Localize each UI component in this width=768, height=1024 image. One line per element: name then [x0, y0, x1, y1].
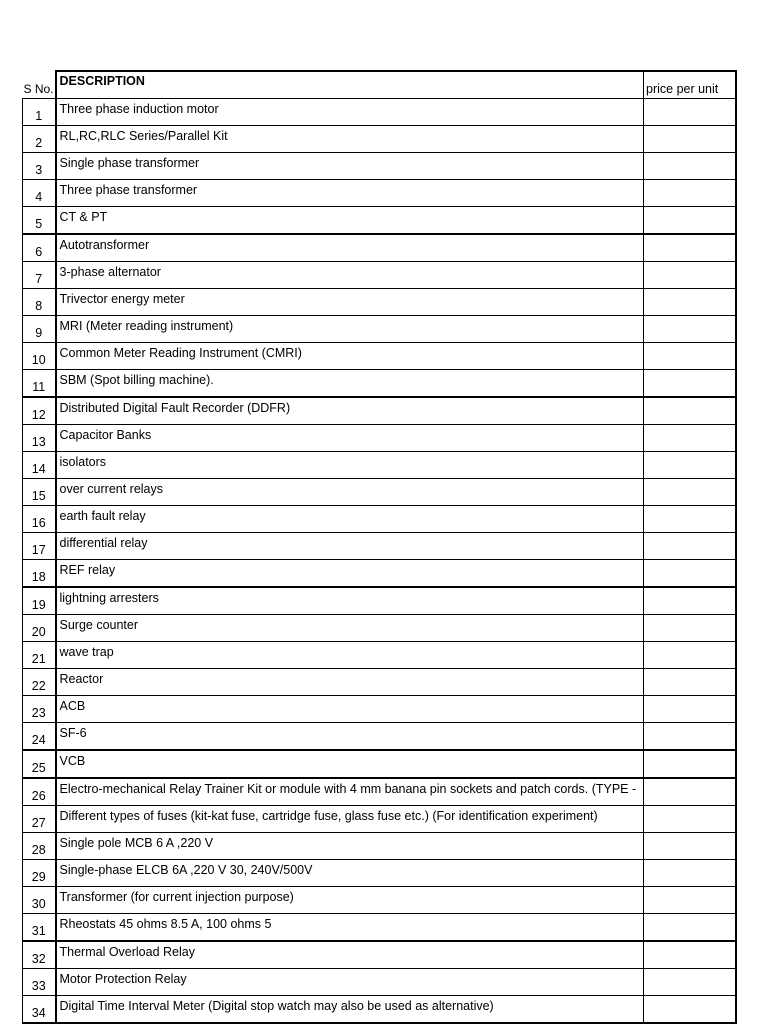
row-price-cell — [644, 262, 736, 289]
row-description: Autotransformer — [56, 234, 644, 262]
row-price-cell — [644, 425, 736, 452]
row-sno: 20 — [23, 615, 56, 642]
table-row — [23, 969, 736, 996]
row-sno: 9 — [23, 316, 56, 343]
row-sno: 8 — [23, 289, 56, 316]
row-sno: 18 — [23, 560, 56, 588]
row-sno: 28 — [23, 833, 56, 860]
row-price-cell — [644, 234, 736, 262]
row-description: over current relays — [56, 479, 644, 506]
row-description: RL,RC,RLC Series/Parallel Kit — [56, 126, 644, 153]
row-price-cell — [644, 941, 736, 969]
row-price-cell — [644, 479, 736, 506]
row-price-cell — [644, 806, 736, 833]
row-sno: 33 — [23, 969, 56, 996]
row-price-cell — [644, 887, 736, 914]
row-price-cell — [644, 860, 736, 887]
table-row — [23, 316, 736, 343]
row-sno: 3 — [23, 153, 56, 180]
row-description: Transformer (for current injection purpose) — [56, 887, 644, 914]
row-sno: 32 — [23, 941, 56, 969]
row-description: Single-phase ELCB 6A ,220 V 30, 240V/500V — [56, 860, 644, 887]
table-row — [23, 750, 736, 778]
table-row — [23, 397, 736, 425]
table-row — [23, 99, 736, 126]
row-price-cell — [644, 99, 736, 126]
row-sno: 13 — [23, 425, 56, 452]
row-sno: 12 — [23, 397, 56, 425]
row-description: Common Meter Reading Instrument (CMRI) — [56, 343, 644, 370]
row-description: Single pole MCB 6 A ,220 V — [56, 833, 644, 860]
row-description: isolators — [56, 452, 644, 479]
equipment-price-table — [22, 70, 737, 1024]
row-sno: 15 — [23, 479, 56, 506]
row-price-cell — [644, 533, 736, 560]
row-description: earth fault relay — [56, 506, 644, 533]
row-description: Trivector energy meter — [56, 289, 644, 316]
table-row — [23, 806, 736, 833]
row-price-cell — [644, 397, 736, 425]
row-description: Different types of fuses (kit-kat fuse, cartridge fuse, glass fuse etc.) (For identification experiment) — [56, 806, 644, 833]
row-sno: 1 — [23, 99, 56, 126]
row-price-cell — [644, 370, 736, 398]
header-row — [23, 71, 736, 99]
table-row — [23, 996, 736, 1024]
row-sno: 25 — [23, 750, 56, 778]
row-sno: 31 — [23, 914, 56, 942]
row-sno: 19 — [23, 587, 56, 615]
row-sno: 4 — [23, 180, 56, 207]
row-sno: 6 — [23, 234, 56, 262]
row-sno: 29 — [23, 860, 56, 887]
table-row — [23, 289, 736, 316]
row-price-cell — [644, 207, 736, 235]
row-price-cell — [644, 587, 736, 615]
row-price-cell — [644, 180, 736, 207]
row-sno: 27 — [23, 806, 56, 833]
table-row — [23, 126, 736, 153]
table-row — [23, 860, 736, 887]
row-description: Distributed Digital Fault Recorder (DDFR) — [56, 397, 644, 425]
row-sno: 2 — [23, 126, 56, 153]
table-body — [23, 99, 736, 1024]
row-sno: 30 — [23, 887, 56, 914]
row-description: VCB — [56, 750, 644, 778]
row-sno: 21 — [23, 642, 56, 669]
row-price-cell — [644, 153, 736, 180]
row-description: Reactor — [56, 669, 644, 696]
table-row — [23, 642, 736, 669]
row-price-cell — [644, 750, 736, 778]
row-description: Motor Protection Relay — [56, 969, 644, 996]
row-price-cell — [644, 969, 736, 996]
table-row — [23, 914, 736, 942]
table-row — [23, 180, 736, 207]
row-price-cell — [644, 669, 736, 696]
row-sno: 17 — [23, 533, 56, 560]
row-price-cell — [644, 506, 736, 533]
table-row — [23, 941, 736, 969]
header-sno: S No. — [23, 71, 56, 99]
row-description: Three phase induction motor — [56, 99, 644, 126]
table-row — [23, 669, 736, 696]
table-row — [23, 587, 736, 615]
row-description: SBM (Spot billing machine). — [56, 370, 644, 398]
table-row — [23, 479, 736, 506]
row-price-cell — [644, 642, 736, 669]
row-sno: 5 — [23, 207, 56, 235]
row-description: ACB — [56, 696, 644, 723]
row-description: Electro-mechanical Relay Trainer Kit or module with 4 mm banana pin sockets and patch cords. (TYPE - — [56, 778, 644, 806]
row-description: MRI (Meter reading instrument) — [56, 316, 644, 343]
table-row — [23, 452, 736, 479]
table-row — [23, 343, 736, 370]
row-description: Surge counter — [56, 615, 644, 642]
table-row — [23, 262, 736, 289]
row-sno: 14 — [23, 452, 56, 479]
row-description: Three phase transformer — [56, 180, 644, 207]
header-price: price per unit — [644, 71, 736, 99]
row-price-cell — [644, 343, 736, 370]
row-sno: 24 — [23, 723, 56, 751]
row-price-cell — [644, 615, 736, 642]
row-description: REF relay — [56, 560, 644, 588]
table-row — [23, 425, 736, 452]
row-price-cell — [644, 833, 736, 860]
row-price-cell — [644, 696, 736, 723]
row-price-cell — [644, 560, 736, 588]
table-row — [23, 833, 736, 860]
row-price-cell — [644, 126, 736, 153]
row-description: Thermal Overload Relay — [56, 941, 644, 969]
row-sno: 11 — [23, 370, 56, 398]
row-sno: 10 — [23, 343, 56, 370]
row-price-cell — [644, 452, 736, 479]
row-price-cell — [644, 723, 736, 751]
row-description: Rheostats 45 ohms 8.5 A, 100 ohms 5 — [56, 914, 644, 942]
row-sno: 26 — [23, 778, 56, 806]
table-row — [23, 723, 736, 751]
row-description: differential relay — [56, 533, 644, 560]
table-row — [23, 696, 736, 723]
header-description: DESCRIPTION — [56, 71, 644, 99]
row-sno: 23 — [23, 696, 56, 723]
row-price-cell — [644, 316, 736, 343]
row-price-cell — [644, 996, 736, 1024]
table-row — [23, 370, 736, 398]
row-description: Single phase transformer — [56, 153, 644, 180]
row-description: SF-6 — [56, 723, 644, 751]
table-row — [23, 778, 736, 806]
row-description: Capacitor Banks — [56, 425, 644, 452]
table-row — [23, 615, 736, 642]
table-row — [23, 153, 736, 180]
row-sno: 16 — [23, 506, 56, 533]
row-sno: 7 — [23, 262, 56, 289]
table-row — [23, 207, 736, 235]
row-description: CT & PT — [56, 207, 644, 235]
row-price-cell — [644, 289, 736, 316]
table-row — [23, 533, 736, 560]
row-price-cell — [644, 914, 736, 942]
table-row — [23, 560, 736, 588]
table-row — [23, 506, 736, 533]
row-sno: 34 — [23, 996, 56, 1024]
table-row — [23, 234, 736, 262]
table-row — [23, 887, 736, 914]
row-description: 3-phase alternator — [56, 262, 644, 289]
row-description: lightning arresters — [56, 587, 644, 615]
row-sno: 22 — [23, 669, 56, 696]
row-price-cell — [644, 778, 736, 806]
row-description: Digital Time Interval Meter (Digital stop watch may also be used as alternative) — [56, 996, 644, 1024]
row-description: wave trap — [56, 642, 644, 669]
